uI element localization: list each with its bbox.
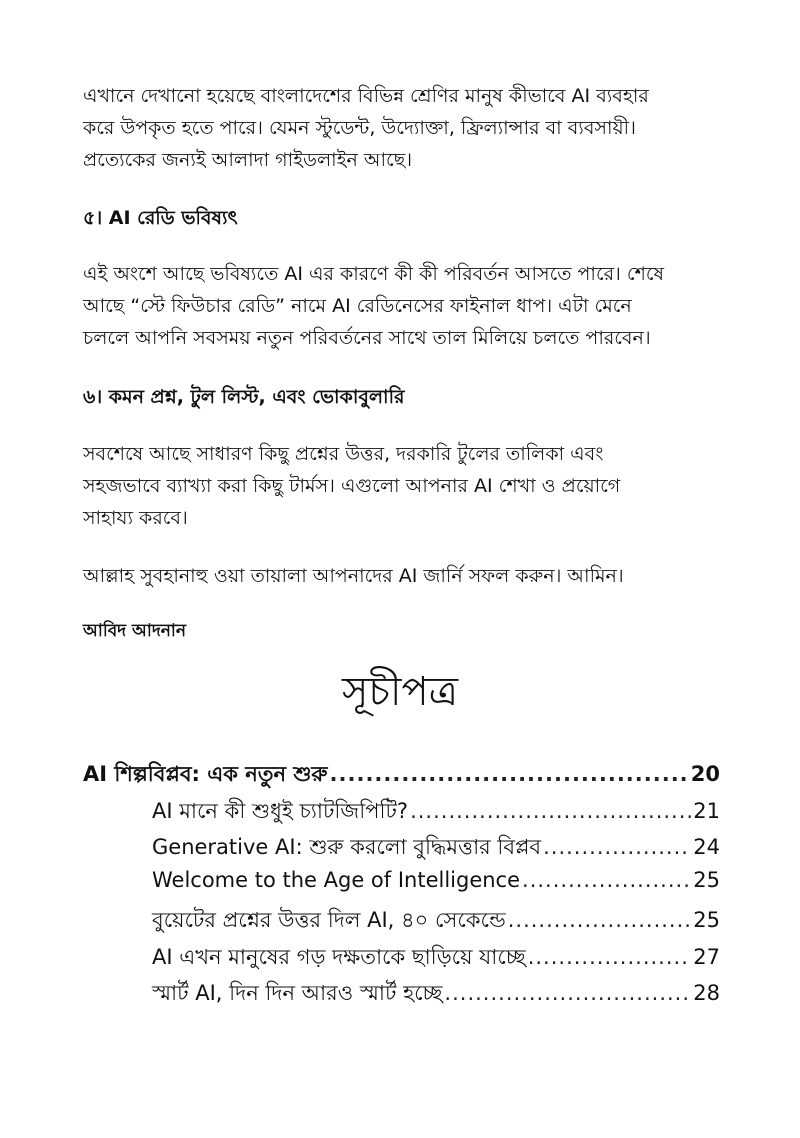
toc-dot-leader <box>543 835 691 859</box>
paragraph-line: করে উপকৃত হতে পারে। যেমন স্টুডেন্ট, উদ্যোক্তা, ফ্রিল্যান্সার বা ব্যবসায়ী। <box>83 117 636 139</box>
paragraph-line: সহজভাবে ব্যাখ্যা করা কিছু টার্মস। এগুলো আপনার AI শেখা ও প্রয়োগে <box>83 475 621 497</box>
section-6-heading: ৬। কমন প্রশ্ন, টুল লিস্ট, এবং ভোকাবুলারি <box>83 386 405 408</box>
toc-chapter-entry[interactable] <box>83 758 720 795</box>
toc-entry-page: 27 <box>693 944 720 969</box>
paragraph-line: চললে আপনি সবসময় নতুন পরিবর্তনের সাথে তাল মিলিয়ে চলতে পারবেন। <box>83 327 651 349</box>
paragraph-line: এখানে দেখানো হয়েছে বাংলাদেশের বিভিন্ন শ্রেণির মানুষ কীভাবে AI ব্যবহার <box>83 85 649 107</box>
section-6-paragraph <box>83 438 723 534</box>
toc-dot-leader <box>522 868 691 892</box>
toc-entry-title: AI এখন মানুষের গড় দক্ষতাকে ছাড়িয়ে যাচ্ছে <box>152 944 526 969</box>
toc-dot-leader <box>330 762 689 786</box>
paragraph-line: সবশেষে আছে সাধারণ কিছু প্রশ্নের উত্তর, দরকারি টুলের তালিকা এবং <box>83 443 604 465</box>
toc-entry-title: AI মানে কী শুধুই চ্যাটজিপিটি? <box>152 798 409 823</box>
toc-dot-leader <box>410 799 691 823</box>
toc-dot-leader <box>528 945 692 969</box>
author-name: আবিদ আদনান <box>83 621 186 641</box>
toc-dot-leader <box>444 981 691 1005</box>
toc-entry-title: Generative AI: শুরু করলো বুদ্ধিমত্তার বিপ্লব <box>152 835 542 859</box>
toc-section-entry[interactable] <box>83 831 720 868</box>
toc-section-entry[interactable] <box>83 941 720 978</box>
toc-section-entry[interactable] <box>83 795 720 832</box>
toc-section-entry[interactable] <box>83 868 720 905</box>
toc-entry-title: স্মার্ট AI, দিন দিন আরও স্মার্ট হচ্ছে <box>152 981 443 1005</box>
toc-entry-page: 21 <box>693 798 720 823</box>
paragraph-line: আছে “স্টে ফিউচার রেডি” নামে AI রেডিনেসের ফাইনাল ধাপ। এটা মেনে <box>83 295 632 317</box>
closing-prayer <box>83 560 723 592</box>
toc-entry-title: Welcome to the Age of Intelligence <box>152 867 521 892</box>
toc-entry-page: 20 <box>690 762 720 786</box>
toc-section-entry[interactable] <box>83 904 720 941</box>
paragraph-line: আল্লাহ সুবহানাহু ওয়া তায়ালা আপনাদের AI জার্নি সফল করুন। আমিন। <box>83 565 624 587</box>
paragraph-line: সাহায্য করবে। <box>83 507 188 529</box>
toc-entry-page: 25 <box>693 867 720 892</box>
toc-dot-leader <box>508 908 692 932</box>
toc-section-entry[interactable] <box>83 977 720 1014</box>
toc-entry-page: 25 <box>693 908 720 932</box>
toc-entry-page: 24 <box>693 835 720 859</box>
toc-entry-title: বুয়েটের প্রশ্নের উত্তর দিল AI, ৪০ সেকেন্ডে <box>152 908 506 932</box>
paragraph-line: প্রত্যেকের জন্যই আলাদা গাইডলাইন আছে। <box>83 149 412 171</box>
table-of-contents <box>83 758 720 1014</box>
paragraph-line: এই অংশে আছে ভবিষ্যতে AI এর কারণে কী কী পরিবর্তন আসতে পারে। শেষে <box>83 263 664 285</box>
section-5-paragraph <box>83 258 723 354</box>
toc-entry-title: AI শিল্পবিপ্লব: এক নতুন শুরু <box>83 762 328 786</box>
intro-paragraph <box>83 80 723 176</box>
section-5-heading: ৫। AI রেডি ভবিষ্যৎ <box>83 207 238 229</box>
toc-entry-page: 28 <box>693 981 720 1005</box>
toc-title: সূচীপত্র <box>342 669 458 715</box>
